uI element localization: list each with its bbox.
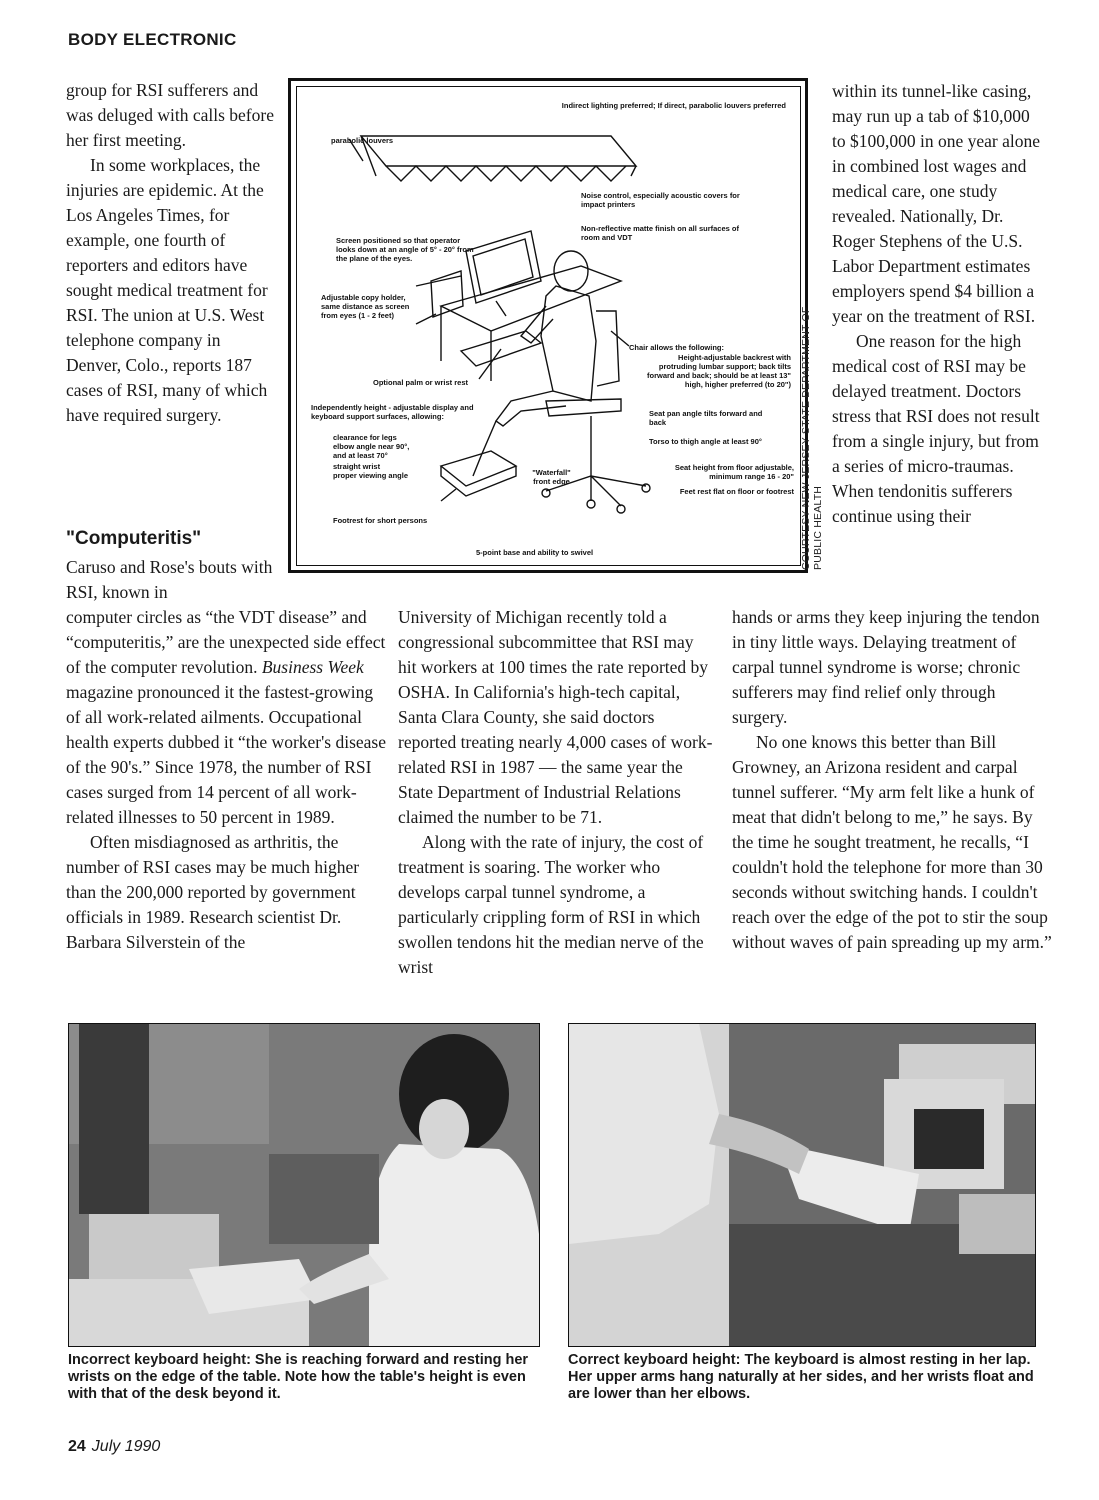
label-matte: Non-reflective matte finish on all surfaces of room and VDT: [581, 224, 739, 242]
magazine-title: Business Week: [261, 657, 364, 677]
column-2: [398, 605, 716, 980]
paragraph: In some workplaces, the injuries are epidemic. At the Los Angeles Times, for example, one fourth of reporters and editors have sought medical treatment for RSI. The union at U.S. West telephone company in Denver, Colo., reports 187 cases of RSI, many of which have required surgery.: [66, 155, 268, 425]
column-1-mid: [66, 555, 278, 605]
paragraph: within its tunnel-like casing, may run up a tab of $10,000 to $100,000 in one year alone in combined lost wages and medical care, one study revealed. Nationally, Dr. Roger Stephens of the U.S. Labor Department estimates employers spend $4 billion a year on the treatment of RSI.: [832, 81, 1041, 326]
label-independent: Independently height - adjustable display and keyboard support surfaces, allowing:: [311, 403, 474, 421]
caption-left: Incorrect keyboard height: She is reaching forward and resting her wrists on the edge of the table. Note how the table's height is even with that of the desk beyond it.: [68, 1352, 529, 1402]
column-3-top: [832, 79, 1042, 529]
head: [554, 251, 588, 291]
label-torso: Torso to thigh angle at least 90°: [649, 437, 762, 446]
label-noise: Noise control, especially acoustic covers for impact printers: [581, 191, 740, 209]
paragraph: [66, 605, 386, 830]
label-palm-rest: Optional palm or wrist rest: [373, 378, 469, 387]
photo-left-image: [69, 1024, 539, 1346]
workstation-illustration: [291, 81, 805, 570]
label-viewing: proper viewing angle: [333, 471, 409, 480]
label-seat-height: Seat height from floor adjustable, minimum range 16 - 20": [674, 463, 794, 481]
photo-right-image: [569, 1024, 1035, 1346]
label-chair-title: Chair allows the following:: [629, 343, 725, 352]
label-seat-pan: Seat pan angle tilts forward and back: [649, 409, 763, 427]
subheading: "Computeritis": [66, 528, 202, 549]
photo-incorrect-keyboard-height: [68, 1023, 540, 1347]
paragraph: Often misdiagnosed as arthritis, the number of RSI cases may be much higher than the 200,000 reported by government officials in 1989. Research scientist Dr. Barbara Silverstein of the: [66, 832, 360, 952]
keyboard-drawing: [461, 331, 541, 366]
paragraph: No one knows this better than Bill Growney, an Arizona resident and carpal tunnel sufferer. “My arm felt like a hunk of meat that didn't belong to me,” he says. By the time he sought treatment, he recalls, “I couldn't hold the telephone for more than 30 seconds without switching hands. I couldn't reach over the edge of the pot to stir the soup without waves of pain spreading up my arm.”: [732, 732, 1052, 952]
paragraph: group for RSI sufferers and was deluged with calls before her first meeting.: [66, 80, 274, 150]
lower-leg: [473, 421, 496, 476]
ergonomics-diagram: [288, 78, 808, 573]
thigh: [496, 391, 566, 426]
column-1-bottom: [66, 605, 386, 955]
label-lighting: Indirect lighting preferred; If direct, parabolic louvers preferred: [561, 101, 786, 110]
section-header: BODY ELECTRONIC: [68, 30, 237, 49]
monitor: [466, 231, 541, 303]
label-elbow: elbow angle near 90°, and at least 70°: [333, 442, 410, 460]
torso: [541, 286, 596, 401]
page-number: 24: [68, 1438, 86, 1455]
arm: [521, 306, 553, 343]
desk-surface: [441, 266, 621, 331]
paragraph: One reason for the high medical cost of RSI may be delayed treatment. Doctors stress that RSI does not result from a single injury, but from a series of micro-traumas. When tendonitis sufferers continue using their: [832, 331, 1040, 526]
paragraph: University of Michigan recently told a congressional subcommittee that RSI may hit workers at 100 times the rate reported by OSHA. In California's high-tech capital, Santa Clara County, she said doctors reported treating nearly 4,000 cases of work-related RSI in 1987 — the same year the State Department of Industrial Relations claimed the number to be 71.: [398, 607, 713, 827]
photo-credit: COURTESY NEW JERSEY STATE DEPARTMENT OF PUBLIC HEALTH: [800, 306, 824, 570]
text-run: computer circles as “the VDT disease” and “computeritis,” are the unexpected side effect of the computer revolution.: [66, 607, 386, 677]
caption-right: Correct keyboard height: The keyboard is almost resting in her lap. Her upper arms hang naturally at her sides, and her wrists float and are lower than her elbows.: [568, 1352, 1034, 1402]
label-footrest: Footrest for short persons: [333, 516, 428, 525]
copy-holder: [431, 271, 463, 317]
label-waterfall: "Waterfall" front edge: [532, 468, 571, 486]
paragraph: Caruso and Rose's bouts with RSI, known in: [66, 557, 273, 602]
text-run: magazine pronounced it the fastest-growing of all work-related ailments. Occupational health experts dubbed it “the worker's disease of the 90's.” Since 1978, the number of RSI cases surged from 14 percent of all work-related illnesses to 50 percent in 1989.: [66, 682, 386, 827]
label-clearance: clearance for legs: [333, 433, 397, 442]
column-3-bottom: [732, 605, 1052, 955]
louver-panel: [361, 136, 636, 166]
paragraph: Along with the rate of injury, the cost of treatment is soaring. The worker who develops carpal tunnel syndrome, a particularly crippling form of RSI in which swollen tendons hit the median nerve of the wrist: [398, 832, 704, 977]
louver-fins: [386, 166, 626, 181]
paragraph: hands or arms they keep injuring the tendon in tiny little ways. Delaying treatment of carpal tunnel syndrome is worse; chronic sufferers may find relief only through surgery.: [732, 607, 1040, 727]
column-1-top: [66, 78, 276, 428]
chair-back: [596, 311, 619, 386]
label-copy-holder: Adjustable copy holder, same distance as screen from eyes (1 - 2 feet): [321, 293, 410, 320]
label-backrest: Height-adjustable backrest with protruding lumbar support; back tilts forward and back; should be at least 13" high, higher preferred (to 20"): [646, 353, 791, 389]
label-feet: Feet rest flat on floor or footrest: [679, 487, 794, 496]
photo-correct-keyboard-height: [568, 1023, 1036, 1347]
label-louvers: parabolic louvers: [331, 136, 394, 145]
label-wrist: straight wrist: [333, 462, 381, 471]
label-base: 5-point base and ability to swivel: [476, 548, 594, 557]
page-folio: [68, 1438, 160, 1456]
label-screen: Screen positioned so that operator looks down at an angle of 5° - 20° from the plane of the eyes.: [336, 236, 474, 263]
issue-date: July 1990: [91, 1438, 161, 1455]
